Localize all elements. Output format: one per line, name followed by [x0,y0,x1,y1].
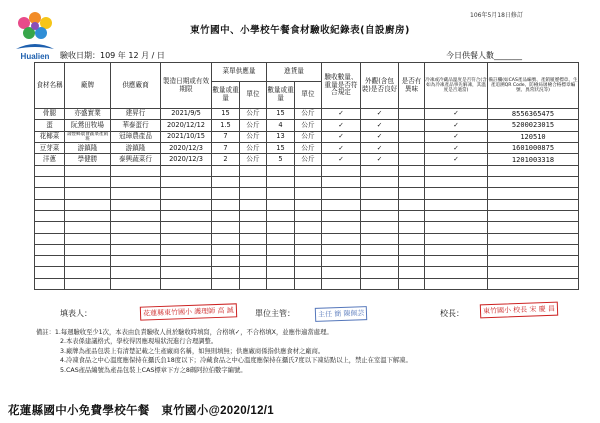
cell-remark [488,244,579,255]
note-line: 5.CAS產品編號為產品包裝上CAS標章下方之8碼阿拉伯數字編號。 [60,366,247,374]
cell-check-qty: ✓ [322,131,361,143]
unit-head-stamp: 主任 簡 陳佩芸 [315,306,368,322]
cell-cold-temp [425,199,488,210]
principal-stamp: 東竹國小 校長 宋 慶 昌 [480,302,558,319]
cell-odor [399,222,425,233]
cell-odor [399,109,425,120]
cell-ingredient: 洋蔥 [35,154,65,165]
cell-vendor-qty: 7 [212,131,240,143]
cell-package [361,165,399,176]
cell-cold-temp [425,188,488,199]
cell-incoming-qty [267,177,295,188]
cell-mfg [161,233,212,244]
cell-mfg [161,244,212,255]
unit-head-label: 單位主管： [255,309,295,318]
cell-incoming-unit: 公斤 [295,131,322,143]
cell-brand [65,199,111,210]
note-line: 2.本表係建議格式，學校得因應現場狀況進行合理調整。 [60,338,218,346]
cell-cold-temp [425,256,488,267]
table-row [35,109,579,120]
cell-package [361,244,399,255]
logo-wordmark: Hualien [20,52,50,61]
cell-cold-temp: ✓ [425,109,488,120]
cell-check-qty [322,199,361,210]
cell-incoming-qty: 5 [267,154,295,165]
cell-check-qty [322,222,361,233]
note-line: 備註：1.每週驗收至少1次，本表由負責驗收人員於驗收時填寫，合格填✓，不合格填X，並應作適當處理。 [36,329,333,336]
cell-vendor-unit [240,278,267,289]
header-cold-temp: 冷凍或冷藏品溫度是否符合(含如為冷凍產品事先解凍，其溫度是否適當) [425,63,488,109]
cell-package: ✓ [361,154,399,165]
cell-remark: 5200023015 [488,120,579,131]
cell-vendor-unit [240,199,267,210]
cell-vendor-unit: 公斤 [240,131,267,143]
table-row [35,278,579,289]
cell-ingredient [35,256,65,267]
table-row [35,233,579,244]
cell-check-qty: ✓ [322,143,361,154]
cell-brand [65,267,111,278]
cell-incoming-qty [267,267,295,278]
cell-cold-temp [425,165,488,176]
cell-incoming-unit [295,177,322,188]
cell-incoming-qty [267,278,295,289]
cell-package: ✓ [361,120,399,131]
cell-incoming-qty [267,210,295,221]
cell-cold-temp: ✓ [425,120,488,131]
cell-ingredient: 花椰菜 [35,131,65,143]
cell-cold-temp [425,177,488,188]
cell-check-qty [322,233,361,244]
filler-stamp: 花蓮縣東竹國小 護理師 高 誠 [140,303,237,320]
header-odor: 是否有異味 [399,63,425,109]
cell-incoming-qty [267,244,295,255]
cell-vendor-qty [212,244,240,255]
cell-brand: 學健勝 [65,154,111,165]
filler-label: 填表人： [60,309,92,318]
table-row [35,244,579,255]
cell-remark [488,165,579,176]
header-vendor-qty-num: 數量或重量 [212,82,240,109]
cell-cold-temp: ✓ [425,143,488,154]
cell-package: ✓ [361,131,399,143]
cell-incoming-unit [295,244,322,255]
cell-vendor-unit [240,256,267,267]
cell-vendor-qty [212,210,240,221]
cell-cold-temp [425,244,488,255]
cell-ingredient: 骨腿 [35,109,65,120]
header-brand: 廠牌 [65,63,111,109]
cell-mfg [161,177,212,188]
cell-supplier [111,244,161,255]
cell-odor [399,233,425,244]
cell-incoming-qty: 4 [267,120,295,131]
table-row [35,210,579,221]
cell-supplier [111,222,161,233]
cell-brand: 壽豐鄉農會蔬菜產銷班 [65,131,111,143]
cell-mfg: 2021/9/5 [161,109,212,120]
cell-odor [399,256,425,267]
cell-supplier: 冠璋農產品 [111,131,161,143]
cell-mfg: 2020/12/12 [161,120,212,131]
cell-vendor-qty [212,199,240,210]
inspection-date: 驗收日期：109 年 12 月 / 日 [60,51,165,60]
header-package: 外觀(含包裝)是否良好 [361,63,399,109]
cell-remark [488,278,579,289]
cell-brand [65,256,111,267]
header-ingredient: 食材名稱 [35,63,65,109]
cell-vendor-qty [212,267,240,278]
cell-cold-temp: ✓ [425,131,488,143]
cell-package [361,199,399,210]
cell-odor [399,165,425,176]
page-title: 東竹國中、小學校午餐食材驗收紀錄表(自設廚房) [190,25,410,36]
cell-supplier [111,210,161,221]
table-row [35,131,579,143]
cell-vendor-qty [212,177,240,188]
cell-ingredient: 豆芽菜 [35,143,65,154]
table-row [35,188,579,199]
cell-vendor-qty: 1.5 [212,120,240,131]
cell-vendor-qty [212,233,240,244]
cell-ingredient [35,199,65,210]
table-row [35,154,579,165]
cell-incoming-unit [295,199,322,210]
cell-ingredient [35,222,65,233]
cell-mfg [161,256,212,267]
cell-package: ✓ [361,109,399,120]
cell-incoming-unit [295,278,322,289]
cell-odor [399,131,425,143]
cell-package [361,177,399,188]
cell-package [361,267,399,278]
cell-ingredient: 蛋 [35,120,65,131]
cell-incoming-unit [295,256,322,267]
cell-check-qty [322,210,361,221]
cell-odor [399,210,425,221]
cell-package [361,278,399,289]
header-incoming-qty-num: 數量或重量 [267,82,295,109]
cell-vendor-unit: 公斤 [240,143,267,154]
cell-package [361,210,399,221]
cell-incoming-unit: 公斤 [295,143,322,154]
cell-incoming-unit [295,188,322,199]
cell-vendor-qty [212,165,240,176]
cell-check-qty: ✓ [322,109,361,120]
cell-brand [65,165,111,176]
cell-incoming-unit [295,233,322,244]
cell-cold-temp [425,233,488,244]
cell-supplier [111,267,161,278]
cell-remark [488,188,579,199]
cell-package [361,256,399,267]
cell-check-qty [322,278,361,289]
cell-package [361,233,399,244]
cell-incoming-unit: 公斤 [295,120,322,131]
cell-vendor-unit [240,244,267,255]
cell-supplier [111,165,161,176]
cell-remark: 1201003318 [488,154,579,165]
cell-package: ✓ [361,143,399,154]
cell-remark: 1601000875 [488,143,579,154]
cell-mfg [161,222,212,233]
cell-brand [65,222,111,233]
header-check-qty: 驗收數量、重量是否符合規定 [322,63,361,109]
cell-ingredient [35,165,65,176]
cell-mfg: 2021/10/15 [161,131,212,143]
cell-supplier [111,256,161,267]
cell-mfg: 2020/12/3 [161,154,212,165]
cell-vendor-unit [240,188,267,199]
cell-brand [65,188,111,199]
cell-vendor-unit [240,222,267,233]
cell-odor [399,199,425,210]
cell-brand [65,278,111,289]
cell-vendor-qty [212,278,240,289]
cell-vendor-qty: 7 [212,143,240,154]
cell-remark [488,210,579,221]
cell-incoming-unit: 公斤 [295,109,322,120]
cell-incoming-unit [295,267,322,278]
cell-check-qty [322,177,361,188]
cell-ingredient [35,233,65,244]
cell-brand [65,177,111,188]
cell-vendor-unit [240,177,267,188]
cell-incoming-qty [267,188,295,199]
cell-mfg: 2020/12/3 [161,143,212,154]
cell-brand: 游鎮隆 [65,143,111,154]
cell-check-qty [322,188,361,199]
table-row [35,267,579,278]
cell-brand [65,233,111,244]
table-row [35,143,579,154]
cell-check-qty: ✓ [322,120,361,131]
header-supplier: 供應廠商 [111,63,161,109]
header-remarks: 備註欄(如CAS產品編號、產銷履歷標章、生產追溯QR Code、防檢局屠檢合格標章編號、異常狀況等) [488,63,579,109]
cell-incoming-qty [267,199,295,210]
cell-vendor-qty [212,256,240,267]
cell-odor [399,278,425,289]
cell-cold-temp: ✓ [425,154,488,165]
cell-odor [399,143,425,154]
cell-package [361,188,399,199]
cell-brand: 亦盛實業 [65,109,111,120]
cell-cold-temp [425,210,488,221]
cell-ingredient [35,188,65,199]
cell-remark: 8556365475 [488,109,579,120]
cell-odor [399,120,425,131]
cell-ingredient [35,210,65,221]
cell-check-qty: ✓ [322,154,361,165]
cell-mfg [161,165,212,176]
cell-supplier [111,233,161,244]
cell-remark: 120510 [488,131,579,143]
cell-mfg [161,188,212,199]
revision-date: 106年5月18日修訂 [470,12,523,19]
meal-count: 今日供餐人數_______ [446,51,522,60]
cell-supplier: 泰興蔬菜行 [111,154,161,165]
header-incoming: 進貨量 [267,63,322,82]
cell-ingredient [35,244,65,255]
cell-odor [399,177,425,188]
cell-incoming-qty: 13 [267,131,295,143]
cell-remark [488,222,579,233]
cell-mfg [161,199,212,210]
cell-check-qty [322,267,361,278]
table-row [35,199,579,210]
cell-remark [488,256,579,267]
cell-odor [399,154,425,165]
notes-block [36,328,576,375]
cell-vendor-unit: 公斤 [240,109,267,120]
table-row [35,165,579,176]
cell-remark [488,199,579,210]
table-row [35,222,579,233]
cell-ingredient [35,278,65,289]
cell-brand: 阮鶯田牧場 [65,120,111,131]
cell-remark [488,177,579,188]
principal-label: 校長： [440,309,464,318]
table-row [35,256,579,267]
header-vendor-unit: 單位 [240,82,267,109]
cell-check-qty [322,165,361,176]
cell-vendor-qty [212,188,240,199]
cell-supplier [111,177,161,188]
cell-brand [65,210,111,221]
cell-mfg [161,210,212,221]
cell-vendor-unit [240,267,267,278]
cell-vendor-unit [240,233,267,244]
cell-check-qty [322,244,361,255]
table-row [35,177,579,188]
cell-incoming-unit [295,210,322,221]
header-mfg: 製造日期或有效期限 [161,63,212,109]
cell-check-qty [322,256,361,267]
cell-supplier: 華泰蛋行 [111,120,161,131]
cell-vendor-unit [240,165,267,176]
cell-incoming-qty [267,256,295,267]
cell-incoming-qty [267,165,295,176]
cell-vendor-qty: 15 [212,109,240,120]
cell-incoming-unit [295,165,322,176]
cell-incoming-unit: 公斤 [295,154,322,165]
cell-supplier [111,199,161,210]
cell-vendor-unit: 公斤 [240,120,267,131]
header-vendor-qty: 菜單供應量 [212,63,267,82]
cell-mfg [161,278,212,289]
table-row [35,120,579,131]
cell-incoming-qty: 15 [267,109,295,120]
signature-row [60,305,580,329]
cell-supplier [111,278,161,289]
cell-incoming-unit [295,222,322,233]
cell-cold-temp [425,267,488,278]
cell-vendor-qty: 2 [212,154,240,165]
cell-remark [488,233,579,244]
cell-cold-temp [425,222,488,233]
cell-vendor-unit [240,210,267,221]
footer-watermark: 花蓮縣國中小免費學校午餐 東竹國小@2020/12/1 [8,405,274,417]
cell-incoming-qty: 15 [267,143,295,154]
cell-supplier: 建昇行 [111,109,161,120]
cell-ingredient [35,177,65,188]
cell-brand [65,244,111,255]
cell-odor [399,188,425,199]
cell-package [361,222,399,233]
cell-vendor-unit: 公斤 [240,154,267,165]
cell-odor [399,267,425,278]
cell-supplier: 游鎮隆 [111,143,161,154]
note-line: 4.冷凍食品之中心溫度應保持在攝氏負18度以下；冷藏食品之中心溫度應保持在攝氏7度以下凍結點以上，禁止在室溫下解凍。 [60,357,412,365]
cell-cold-temp [425,278,488,289]
cell-vendor-qty [212,222,240,233]
inspection-table [34,62,579,290]
cell-incoming-qty [267,222,295,233]
cell-ingredient [35,267,65,278]
header-incoming-unit: 單位 [295,82,322,109]
cell-odor [399,244,425,255]
cell-incoming-qty [267,233,295,244]
cell-remark [488,267,579,278]
cell-mfg [161,267,212,278]
note-line: 3.廠牌為產品包裝上有清楚記載之生產廠商名稱，如無則填無；供應廠商係指供應食材之廠商。 [60,347,325,355]
cell-supplier [111,188,161,199]
